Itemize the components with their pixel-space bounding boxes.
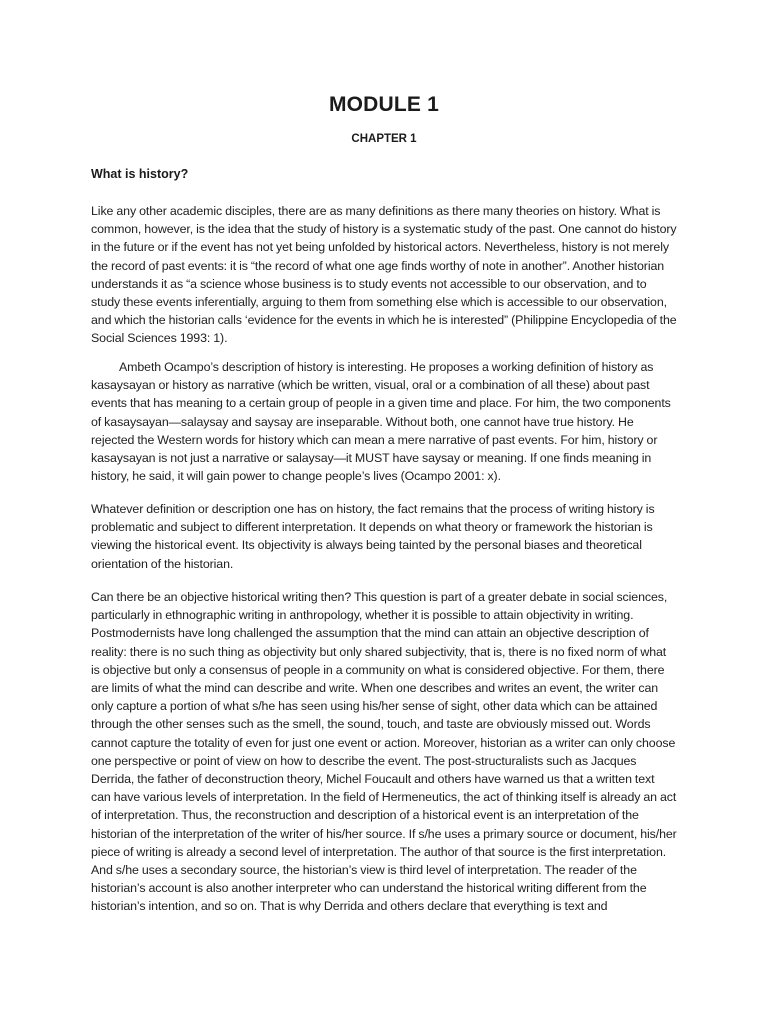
paragraph-definition: Like any other academic disciples, there are as many definitions as there many theories on history. What is common, however, is the idea that the study of history is a systematic study of the past. One cannot do history in the future or if the event has not yet being unfolded by historical actors. Nevertheless, history is not merely the record of past events: it is “the record of what one age finds worthy of note in another”. Another historian understands it as “a science whose business is to study events not accessible to our observation, and to study these events inferentially, arguing to them from something else which is accessible to our observation, and which the historian calls ‘evidence for the events in which he is interested” (Philippine Encyclopedia of the Social Sciences 1993: 1). [91,204,677,346]
paragraph-ocampo: Ambeth Ocampo’s description of history is interesting. He proposes a working definition of history as kasaysayan or history as narrative (which be written, visual, oral or a combination of all these) about past events that has meaning to a certain group of people in a given time and place. For him, the two components of kasaysayan—salaysay and saysay are inseparable. Without both, one cannot have true history. He rejected the Western words for history which can mean a mere narrative of past events. For him, history or kasaysayan is not just a narrative or salaysay—it MUST have saysay or meaning. If one finds meaning in history, he said, it will gain power to change people’s lives (Ocampo 2001: x). [91,360,671,484]
section-question: What is history? [91,167,189,181]
paragraph-interpretation: Whatever definition or description one has on history, the fact remains that the process of writing history is problematic and subject to different interpretation. It depends on what theory or framework the historian is viewing the historical event. Its objectivity is always being tainted by the personal biases and theoretical orientation of the historian. [91,502,655,571]
chapter-heading: CHAPTER 1 [351,133,417,145]
module-title: MODULE 1 [328,93,440,116]
paragraph-objectivity: Can there be an objective historical writing then? This question is part of a greater debate in social sciences, particularly in ethnographic writing in anthropology, whether it is possible to attain objectivity in writing. Postmodernists have long challenged the assumption that the mind can attain an objective description of reality: there is no such thing as objectivity but only shared subjectivity, that is, there is no fixed norm of what is objective but only a consensus of people in a community on what is considered objective. For them, there are limits of what the mind can describe and write. When one describes and writes an event, the writer can only capture a portion of what s/he has seen using his/her sense of sight, other data which can be attained through the other senses such as the smell, the sound, touch, and taste are obviously missed out. Words cannot capture the totality of even for just one event or action. Moreover, historian as a writer can only choose one perspective or point of view on how to describe the event. The post-structuralists such as Jacques Derrida, the father of deconstruction theory, Michel Foucault and others have warned us that a written text can have various levels of interpretation. In the field of Hermeneutics, the act of thinking itself is already an act of interpretation. Thus, the reconstruction and description of a historical event is an interpretation of the historian of the interpretation of the writer of his/her source. If s/he uses a primary source or document, his/her piece of writing is already a second level of interpretation. The author of that source is the first interpretation. And s/he uses a secondary source, the historian’s view is third level of interpretation. The reader of the historian’s account is also another interpreter who can understand the historical writing different from the historian’s intention, and so on. That is why Derrida and others declare that everything is text and [91,590,677,914]
